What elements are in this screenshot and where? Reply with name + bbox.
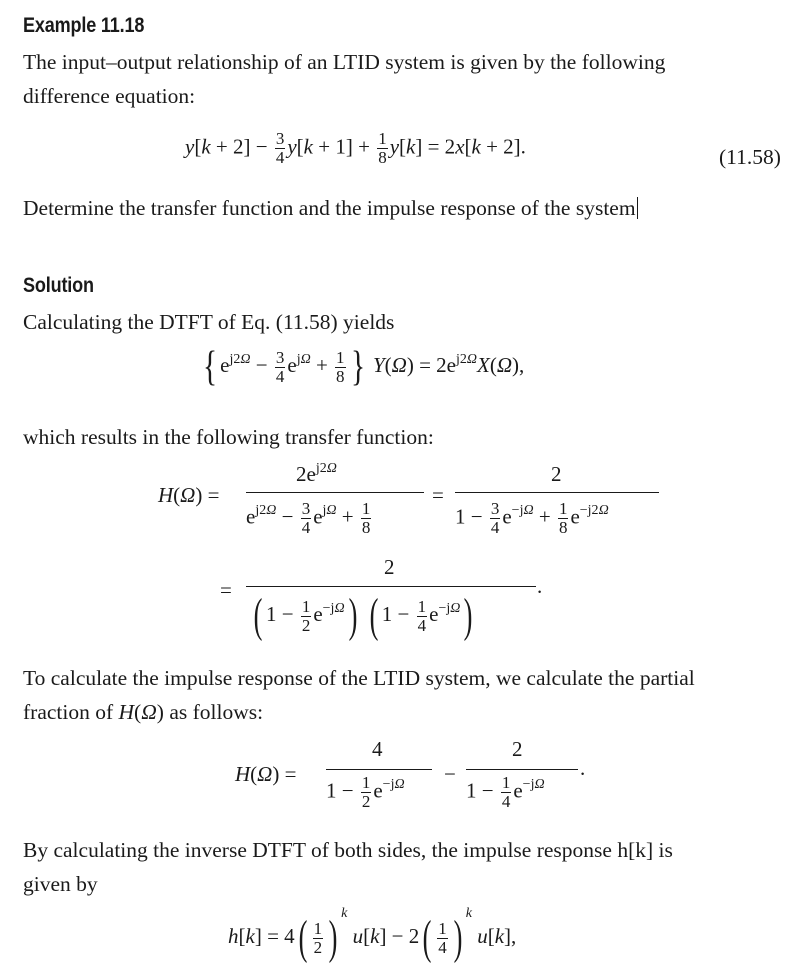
tf-denominator-2: 1 − $\frac{3}{4}$ $e^{-j\Omega}$ + $\frac{1}{8}$ $e^{-j2\Omega}$ [455,499,609,537]
tf-factored-denominator: ( 1 − $\frac{1}{2}$ $e^{-j\Omega}$) ( 1 − $\frac{1}{4}$ $e^{-j\Omega}$) [253,589,473,642]
inverse-dtft-line-2: given by [23,872,98,896]
pf-denominator-2: 1 − $\frac{1}{4}$ $e^{-j\Omega}$ [466,773,545,811]
pf-numerator-1: 4 [372,737,383,761]
fraction-bar [326,769,432,770]
results-in-text: which results in the following transfer function: [23,425,434,449]
example-heading: Example 11.18 [23,14,145,37]
inverse-dtft-line-1: By calculating the inverse DTFT of both sides, the impulse response h[k] is [23,838,673,862]
task-statement: Determine the transfer function and the impulse response of the system [23,196,636,220]
equation-label: (11.58) [719,145,781,169]
statement-line-1: The input–output relationship of an LTID system is given by the following [23,50,666,74]
tf-denominator-1: $e^{j2\Omega}$ − $\frac{3}{4}$ $e^{j\Omega}$ + $\frac{1}{8}$ [246,499,371,537]
fraction-bar [246,492,424,493]
pf-denominator-1: 1 − $\frac{1}{2}$ $e^{-j\Omega}$ [326,773,405,811]
statement-line-2: difference equation: [23,84,196,108]
solution-intro: Calculating the DTFT of Eq. (11.58) yields [23,310,395,334]
solution-heading: Solution [23,274,94,297]
impulse-response-equation: h[k] = 4( $\frac{1}{2}$ ) $^k$ u[k] − 2( $\frac{1}{4}$ ) $^k$ u[k], [228,905,517,964]
tf-numerator-2: 2 [551,462,562,486]
period: . [580,756,586,780]
dtft-equation: { $e^{j2\Omega}$ − $\frac{3}{4}$ $e^{j\Omega}$ + $\frac{1}{8}$ } $Y(\Omega) = 2e^{j2\Omega}X(\Omega)$, [203,344,525,390]
fraction-bar [466,769,578,770]
tf-numerator-1: $2e^{j2\Omega}$ [296,461,337,486]
pf-numerator-2: 2 [512,737,523,761]
text-cursor [637,197,638,219]
h-omega-label-2: H(Ω) = [235,762,297,786]
period: . [537,574,543,598]
partial-fraction-line-2: fraction of H(Ω) as follows: [23,700,264,724]
h-omega-label-1: H(Ω) = [158,483,220,507]
tf-numerator-3: 2 [384,555,395,579]
equals-sign: = [432,483,444,507]
difference-equation: y[k + 2] − $\frac{3}{4}$ y[k + 1] + $\frac{1}{8}$ y[k] = 2x[k + 2]. [185,129,526,167]
equals-sign: = [220,578,232,602]
fraction-bar [455,492,659,493]
fraction-bar [246,586,536,587]
minus-sign: − [444,762,456,786]
partial-fraction-line-1: To calculate the impulse response of the LTID system, we calculate the partial [23,666,695,690]
